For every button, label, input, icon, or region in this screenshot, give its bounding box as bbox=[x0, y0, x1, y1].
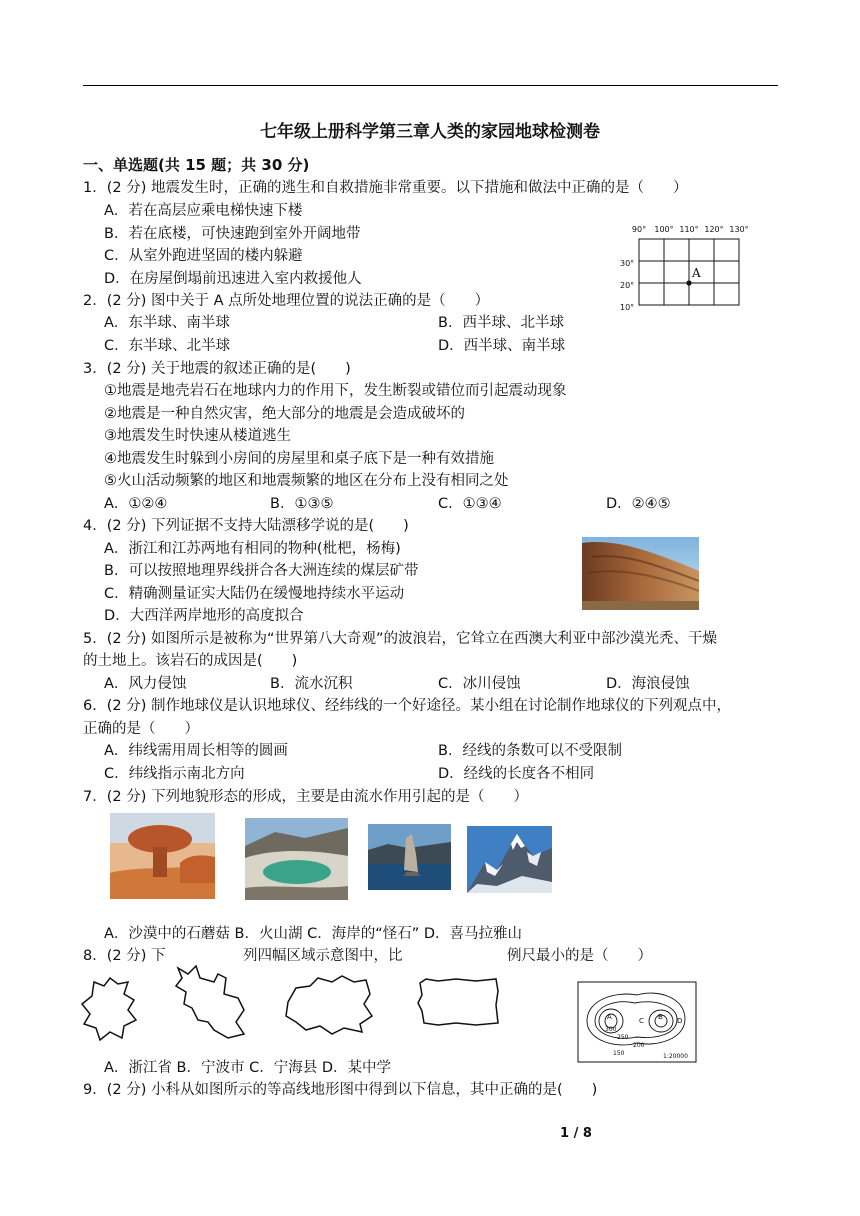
q2-option-c: C．东半球、北半球 bbox=[104, 338, 231, 354]
q3-statement-4: ④地震发生时躲到小房间的房屋里和桌子底下是一种有效措施 bbox=[104, 451, 494, 467]
contour-label-a: A bbox=[607, 1013, 612, 1021]
lon-label: 120° bbox=[704, 225, 724, 234]
q6-option-a: A．纬线需用周长相等的圆画 bbox=[104, 743, 288, 759]
q3-option-b: B．①③⑤ bbox=[270, 496, 334, 512]
q7-options: A．沙漠中的石蘑菇 B．火山湖 C．海岸的“怪石” D．喜马拉雅山 bbox=[104, 926, 523, 942]
q6-stem-line1: 6．(2 分) 制作地球仪是认识地球仪、经纬线的一个好途径。某小组在讨论制作地球仪的下列观点中， bbox=[83, 698, 731, 714]
q5-stem-line2: 的土地上。该岩石的成因是( ) bbox=[83, 653, 298, 669]
q3-option-d: D．②④⑤ bbox=[606, 496, 671, 512]
q4-option-b: B．可以按照地理界线拼合各大洲连续的煤层矿带 bbox=[104, 563, 419, 579]
section-heading: 一、单选题(共 15 题；共 30 分) bbox=[83, 156, 310, 174]
wave-rock-photo bbox=[582, 537, 699, 610]
q6-option-d: D．经线的长度各不相同 bbox=[438, 766, 595, 782]
q1-option-d: D．在房屋倒塌前迅速进入室内救援他人 bbox=[104, 271, 362, 287]
contour-scale: 1:20000 bbox=[663, 1053, 688, 1060]
region-outline-1 bbox=[80, 974, 138, 1044]
q6-option-b: B．经线的条数可以不受限制 bbox=[438, 743, 622, 759]
q2-stem: 2．(2 分) 图中关于 A 点所处地理位置的说法正确的是（ ） bbox=[83, 293, 490, 309]
q2-option-d: D．西半球、南半球 bbox=[438, 338, 566, 354]
contour-label-300: 300 bbox=[605, 1026, 617, 1033]
page-number: 1 / 8 bbox=[560, 1126, 592, 1141]
region-outline-2 bbox=[170, 964, 250, 1044]
q9-stem: 9．(2 分) 小科从如图所示的等高线地形图中得到以下信息，其中正确的是( ) bbox=[83, 1082, 598, 1098]
q1-option-b: B．若在底楼，可快速跑到室外开阔地带 bbox=[104, 226, 361, 242]
q3-statement-5: ⑤火山活动频繁的地区和地震频繁的地区在分布上没有相同之处 bbox=[104, 473, 509, 489]
contour-label-250: 250 bbox=[617, 1034, 629, 1041]
sea-stack-photo bbox=[368, 824, 451, 890]
contour-label-200: 200 bbox=[633, 1042, 645, 1049]
q6-option-c: C．纬线指示南北方向 bbox=[104, 766, 245, 782]
contour-label-b: B bbox=[658, 1013, 663, 1021]
contour-map-figure bbox=[577, 981, 697, 1063]
q3-statement-3: ③地震发生时快速从楼道逃生 bbox=[104, 428, 291, 444]
q4-option-a: A．浙江和江苏两地有相同的物种(枇杷，杨梅) bbox=[104, 541, 401, 557]
page-title: 七年级上册科学第三章人类的家园地球检测卷 bbox=[260, 122, 600, 142]
q3-statement-2: ②地震是一种自然灾害，绝大部分的地震是会造成破坏的 bbox=[104, 406, 465, 422]
q4-option-c: C．精确测量证实大陆仍在缓慢地持续水平运动 bbox=[104, 586, 405, 602]
q1-option-c: C．从室外跑进坚固的楼内躲避 bbox=[104, 248, 303, 264]
latlon-grid-figure bbox=[616, 222, 756, 314]
q5-option-a: A．风力侵蚀 bbox=[104, 676, 187, 692]
lat-label: 10° bbox=[620, 303, 635, 312]
q5-option-b: B．流水沉积 bbox=[270, 676, 353, 692]
point-a-marker bbox=[686, 280, 691, 285]
q6-stem-line2: 正确的是（ ） bbox=[83, 721, 199, 737]
q2-option-b: B．西半球、北半球 bbox=[438, 315, 564, 331]
point-a-label: A bbox=[692, 266, 701, 280]
q1-stem: 1．(2 分) 地震发生时，正确的逃生和自救措施非常重要。以下措施和做法中正确的是（ ） bbox=[83, 180, 688, 196]
lon-label: 100° bbox=[654, 225, 674, 234]
q5-option-c: C．冰川侵蚀 bbox=[438, 676, 521, 692]
lat-label: 30° bbox=[620, 259, 635, 268]
q1-option-a: A．若在高层应乘电梯快速下楼 bbox=[104, 203, 303, 219]
volcanic-lake-photo bbox=[245, 818, 348, 900]
region-outline-3 bbox=[282, 972, 376, 1036]
lon-label: 130° bbox=[729, 225, 749, 234]
header-rule bbox=[83, 85, 778, 86]
lon-label: 110° bbox=[679, 225, 699, 234]
q8-stem-part3: 例尺最小的是（ ） bbox=[507, 948, 652, 964]
contour-label-150: 150 bbox=[613, 1050, 625, 1057]
q7-stem: 7．(2 分) 下列地貌形态的形成，主要是由流水作用引起的是（ ） bbox=[83, 789, 528, 805]
q5-stem-line1: 5．(2 分) 如图所示是被称为“世界第八大奇观”的波浪岩，它耸立在西澳大利亚中部沙漠光秃、干燥 bbox=[83, 631, 718, 647]
contour-label-c: C bbox=[639, 1017, 644, 1025]
q8-options: A．浙江省 B．宁波市 C．宁海县 D．某中学 bbox=[104, 1060, 391, 1076]
q3-stem: 3．(2 分) 关于地震的叙述正确的是( ) bbox=[83, 361, 351, 377]
q8-stem-part1: 8．(2 分) 下 bbox=[83, 948, 166, 964]
lat-label: 20° bbox=[620, 281, 635, 290]
q4-stem: 4．(2 分) 下列证据不支持大陆漂移学说的是( ) bbox=[83, 518, 409, 534]
mushroom-rock-photo bbox=[110, 813, 215, 899]
q8-stem-part2: 列四幅区域示意图中，比 bbox=[243, 948, 403, 964]
himalaya-photo bbox=[467, 826, 552, 893]
region-outline-4 bbox=[416, 975, 502, 1029]
q3-option-a: A．①②④ bbox=[104, 496, 168, 512]
contour-label-d: D bbox=[677, 1017, 683, 1025]
q5-option-d: D．海浪侵蚀 bbox=[606, 676, 690, 692]
lon-label: 90° bbox=[631, 225, 647, 234]
q2-option-a: A．东半球、南半球 bbox=[104, 315, 230, 331]
q3-statement-1: ①地震是地壳岩石在地球内力的作用下，发生断裂或错位而引起震动现象 bbox=[104, 383, 567, 399]
q4-option-d: D．大西洋两岸地形的高度拟合 bbox=[104, 608, 304, 624]
q3-option-c: C．①③④ bbox=[438, 496, 502, 512]
